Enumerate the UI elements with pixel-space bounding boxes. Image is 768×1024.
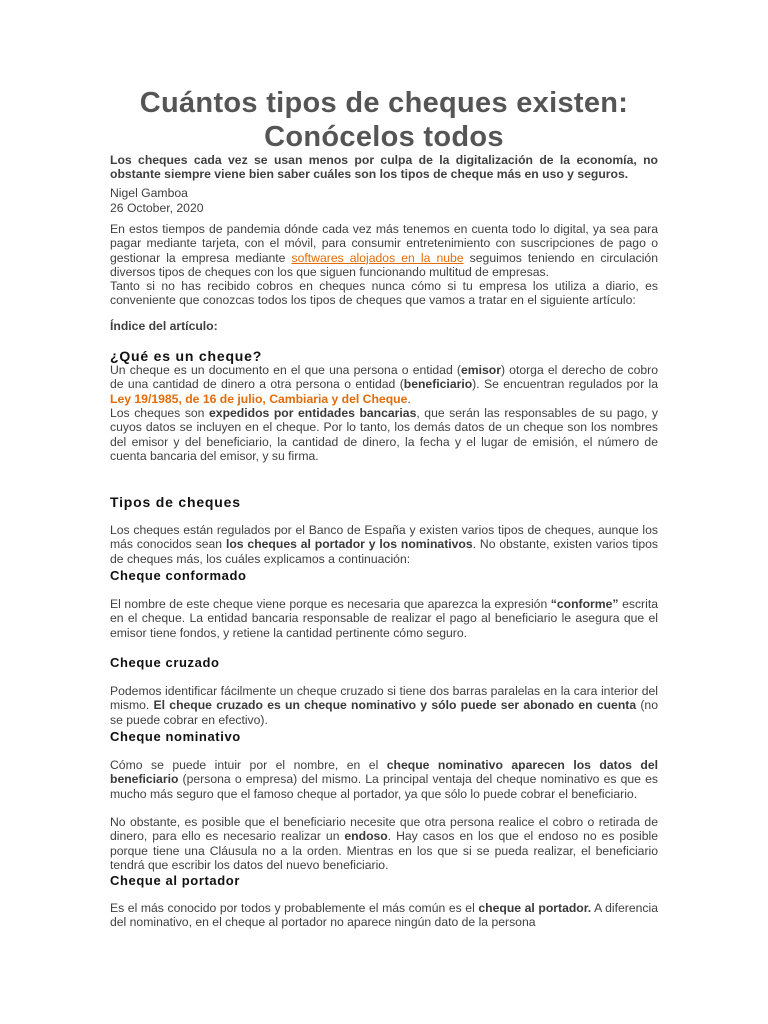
section-heading-portador: Cheque al portador — [110, 873, 240, 888]
cruzado-paragraph-1 — [110, 684, 658, 727]
cheque-al-portador-term: cheque al portador. — [478, 901, 592, 915]
que-es-paragraph-1 — [110, 363, 658, 406]
ley-reference: Ley 19/1985, de 16 de julio, Cambiaria y del Cheque — [110, 391, 408, 406]
article-title — [110, 86, 658, 154]
article-index-label[interactable]: Índice del artículo: — [110, 319, 218, 333]
cruzado-bold-statement: El cheque cruzado es un cheque nominativo y sólo puede ser abonado en cuenta — [153, 698, 637, 713]
section-heading-que-es: ¿Qué es un cheque? — [110, 348, 263, 364]
portador-text-b: A diferencia del nominativo, en el cheque al portador no aparece ningún dato de la persona — [110, 901, 658, 930]
tipos-text-a: Los cheques están regulados por el Banco de España y existen varios tipos de cheques, aunque los más conocidos sean — [110, 523, 658, 552]
cruzado-text-a: Podemos identificar fácilmente un cheque cruzado si tiene dos barras paralelas en la cara interior del mismo. — [110, 684, 658, 713]
que-es-paragraph-2 — [110, 406, 658, 463]
portador-text-a: Es el más conocido por todos y probablemente el más común es el — [110, 901, 479, 915]
section-heading-nominativo: Cheque nominativo — [110, 729, 241, 744]
cruzado-text-b: (no se puede cobrar en efectivo). — [110, 698, 658, 727]
nominativo-paragraph-2 — [110, 815, 658, 872]
emisor-term: emisor — [460, 363, 501, 377]
nominativo-p2-text-a: No obstante, es posible que el beneficiario necesite que otra persona realice el cobro o retirada de dinero, para ello es necesario realizar un — [110, 815, 658, 844]
article-title-line-2: Conócelos todos — [264, 121, 504, 153]
intro-text-a: En estos tiempos de pandemia dónde cada vez más tenemos en cuenta todo lo digital, ya sea para pagar mediante tarjeta, con el móvil, para consumir entretenimiento con suscripciones de pago o gestionar la empresa mediante — [110, 222, 658, 265]
nominativo-p2-text-b: . Hay casos en los que el endoso no es posible porque tiene una Cláusula no a la orden. Mientras en los que si se pueda realizar, el beneficiario tendrá que escribir los datos del nuevo beneficiario. — [110, 829, 658, 872]
conformado-paragraph-1 — [110, 597, 658, 640]
section-heading-tipos: Tipos de cheques — [110, 494, 241, 510]
que-es-text-c: ). Se encuentran regulados por la — [472, 377, 658, 392]
article-subtitle: Los cheques cada vez se usan menos por culpa de la digitalización de la economía, no obstante siempre viene bien saber cuáles son los tipos de cheque más en uso y seguros. — [110, 153, 658, 182]
tipos-paragraph-1 — [110, 523, 658, 566]
beneficiario-term: beneficiario — [403, 377, 473, 392]
endoso-term: endoso — [344, 829, 388, 844]
conformado-text-b: escrita en el cheque. La entidad bancaria responsable de realizar el pago al beneficiario le asegura que el emisor tiene fondos, y retiene la cantidad pertinente cómo seguro. — [110, 597, 658, 640]
portador-nominativos-term: los cheques al portador y los nominativos — [225, 537, 473, 552]
article-title-line-1: Cuántos tipos de cheques existen: — [139, 87, 629, 119]
nominativo-text-a: Cómo se puede intuir por el nombre, en el — [110, 758, 387, 772]
nominativo-bold-statement: cheque nominativo aparecen los datos del beneficiario — [110, 758, 658, 787]
intro-paragraph-2: Tanto si no has recibido cobros en cheques nunca cómo si tu empresa los utiliza a diario, es conveniente que conozcas todos los tipos de cheques que vamos a tratar en el siguiente artículo: — [110, 279, 658, 308]
cloud-software-link[interactable]: softwares alojados en la nube — [291, 250, 464, 265]
que-es-p2-text-b: , que serán las responsables de su pago, y cuyos datos se incluyen en el cheque. Por lo tanto, los demás datos de un cheque son los nombres del emisor y del beneficiario, la cantidad de dinero, la fecha y el lugar de emisión, el número de cuenta bancaria del emisor, y su firma. — [110, 406, 658, 463]
conformado-text-a: El nombre de este cheque viene porque es necesaria que aparezca la expresión — [110, 597, 551, 611]
section-heading-conformado: Cheque conformado — [110, 568, 247, 583]
intro-text-b: seguimos teniendo en circulación diversos tipos de cheques con los que siguen funcionando multitud de empresas. — [110, 250, 658, 279]
que-es-text-a: Un cheque es un documento en el que una persona o entidad ( — [110, 363, 461, 377]
nominativo-paragraph-1 — [110, 758, 658, 801]
nominativo-text-b: (persona o empresa) del mismo. La principal ventaja del cheque nominativo es que es mucho más seguro que el famoso cheque al portador, ya que sólo lo puede cobrar el beneficiario. — [110, 772, 658, 801]
que-es-text-d: . — [407, 391, 411, 406]
intro-paragraph-1 — [110, 222, 658, 279]
portador-paragraph-1 — [110, 901, 658, 930]
que-es-p2-text-a: Los cheques son — [110, 406, 210, 420]
expedidos-term: expedidos por entidades bancarias — [209, 406, 417, 420]
que-es-text-b: ) otorga el derecho de cobro de una cantidad de dinero a otra persona o entidad ( — [110, 363, 658, 392]
article-author: Nigel Gamboa — [110, 186, 188, 200]
conforme-term: “conforme” — [550, 597, 619, 611]
article-date: 26 October, 2020 — [110, 201, 204, 215]
section-heading-cruzado: Cheque cruzado — [110, 655, 220, 670]
tipos-text-b: . No obstante, existen varios tipos de cheques más, los cuáles explicamos a continuación: — [110, 537, 658, 566]
